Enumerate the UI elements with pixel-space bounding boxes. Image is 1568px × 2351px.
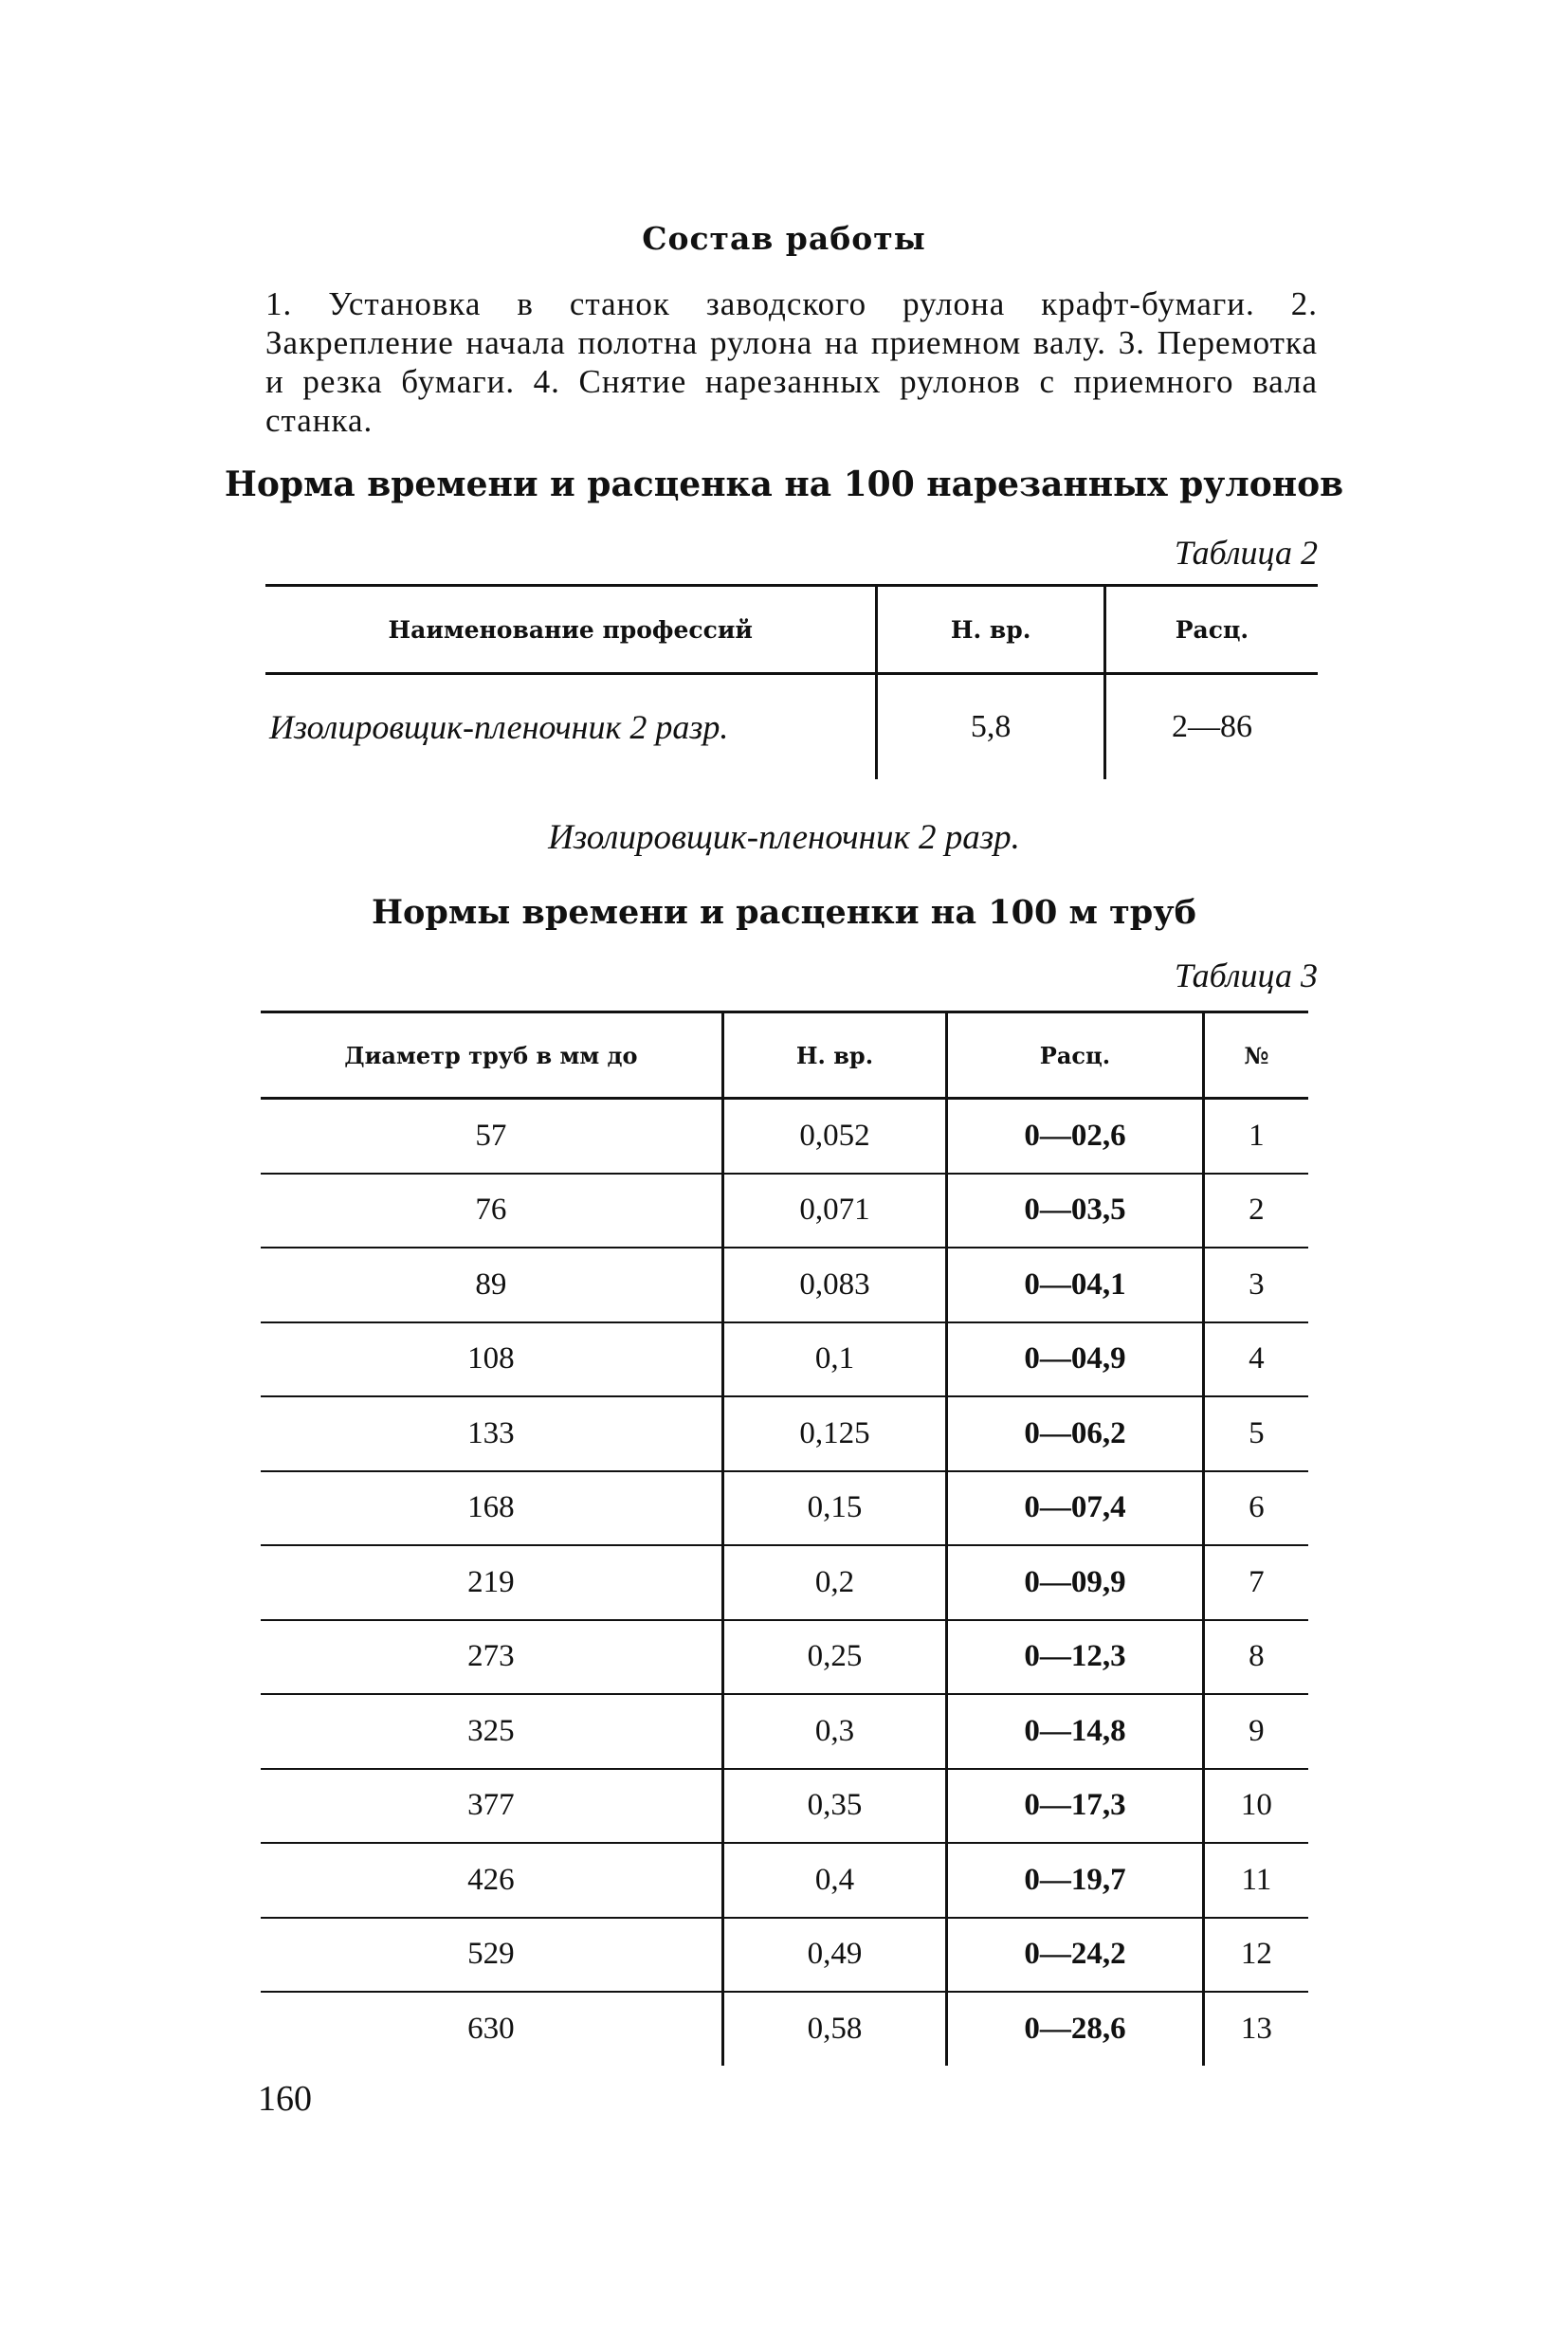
table3-cell-norm-time: 0,25 bbox=[722, 1620, 946, 1695]
table2-row bbox=[265, 674, 1318, 780]
table3-cell-rate: 0—28,6 bbox=[947, 1992, 1204, 2066]
table-row bbox=[261, 1099, 1308, 1174]
table3-cell-number: 6 bbox=[1203, 1471, 1308, 1546]
table3-cell-diameter: 273 bbox=[261, 1620, 722, 1695]
table-row bbox=[261, 1248, 1308, 1322]
table3-cell-rate: 0—09,9 bbox=[947, 1545, 1204, 1620]
table-row bbox=[261, 1918, 1308, 1993]
table3-cell-diameter: 630 bbox=[467, 2011, 515, 2046]
table3-cell-number: 13 bbox=[1203, 1992, 1308, 2066]
table3-cell-norm-time: 0,1 bbox=[722, 1322, 946, 1397]
table3-cell-diameter: 57 bbox=[261, 1099, 722, 1174]
table3-cell-rate: 0—17,3 bbox=[947, 1769, 1204, 1844]
table3-cell-norm-time: 0,15 bbox=[722, 1471, 946, 1546]
table3-cell-norm-time: 0,083 bbox=[722, 1248, 946, 1322]
table3-cell-rate: 0—19,7 bbox=[947, 1843, 1204, 1918]
table3-cell-number: 1 bbox=[1203, 1099, 1308, 1174]
table3-heading: Нормы времени и расценки на 100 м труб bbox=[371, 893, 1197, 932]
table3-cell-norm-time: 0,35 bbox=[722, 1769, 946, 1844]
table2 bbox=[265, 584, 1318, 779]
table3 bbox=[261, 1011, 1308, 2066]
table3-cell-norm-time: 0,4 bbox=[722, 1843, 946, 1918]
table-row bbox=[261, 1843, 1308, 1918]
table2-cell-profession: Изолировщик-пленочник 2 разр. bbox=[269, 708, 729, 746]
section-title: Состав работы bbox=[642, 220, 926, 257]
table3-cell-diameter: 108 bbox=[261, 1322, 722, 1397]
work-description: 1. Установка в станок заводского рулона крафт-бумаги. 2. Закрепление начала полотна рулона на приемном валу. 3. Перемотка и резка бумаги. 4. Снятие нарезанных рулонов с приемного вала станка. bbox=[265, 285, 1318, 439]
table-row bbox=[261, 1174, 1308, 1248]
table-row bbox=[261, 1396, 1308, 1471]
table3-header-row bbox=[261, 1012, 1308, 1099]
table3-header-rate: Расц. bbox=[947, 1012, 1204, 1099]
table2-header-rate: Расц. bbox=[1104, 586, 1318, 674]
table2-header-norm-time: Н. вр. bbox=[877, 586, 1104, 674]
table3-header-number: № bbox=[1203, 1012, 1308, 1099]
table3-cell-number: 12 bbox=[1203, 1918, 1308, 1993]
table3-cell-number: 11 bbox=[1203, 1843, 1308, 1918]
table3-cell-norm-time: 0,49 bbox=[722, 1918, 946, 1993]
table3-cell-diameter: 168 bbox=[261, 1471, 722, 1546]
table3-subheading: Изолировщик-пленочник 2 разр. bbox=[548, 818, 1020, 857]
table3-cell-number: 10 bbox=[1203, 1769, 1308, 1844]
table2-header-profession: Наименование профессий bbox=[265, 586, 877, 674]
table-row bbox=[261, 1471, 1308, 1546]
table3-cell-norm-time: 0,3 bbox=[722, 1694, 946, 1769]
table3-cell-diameter: 219 bbox=[261, 1545, 722, 1620]
table3-caption: Таблица 3 bbox=[1174, 957, 1318, 994]
table3-cell-number: 3 bbox=[1203, 1248, 1308, 1322]
table3-cell-number: 4 bbox=[1203, 1322, 1308, 1397]
table3-cell-number: 8 bbox=[1203, 1620, 1308, 1695]
table2-cell-norm-time: 5,8 bbox=[877, 674, 1104, 780]
table3-cell-norm-time: 0,58 bbox=[722, 1992, 946, 2066]
table-row bbox=[261, 1322, 1308, 1397]
table3-cell-number: 9 bbox=[1203, 1694, 1308, 1769]
table3-cell-diameter: 325 bbox=[261, 1694, 722, 1769]
table3-cell-rate: 0—06,2 bbox=[947, 1396, 1204, 1471]
table3-header-diameter: Диаметр труб в мм до bbox=[261, 1012, 722, 1099]
table3-body bbox=[261, 1099, 1308, 2066]
table3-cell-diameter: 76 bbox=[261, 1174, 722, 1248]
table3-cell-norm-time: 0,125 bbox=[722, 1396, 946, 1471]
table-row bbox=[261, 1992, 1308, 2066]
table2-heading: Норма времени и расценка на 100 нарезанных рулонов bbox=[224, 465, 1344, 504]
table3-cell-rate: 0—12,3 bbox=[947, 1620, 1204, 1695]
table3-cell-rate: 0—04,1 bbox=[947, 1248, 1204, 1322]
table3-cell-norm-time: 0,071 bbox=[722, 1174, 946, 1248]
table3-cell-norm-time: 0,2 bbox=[722, 1545, 946, 1620]
table3-cell-diameter: 529 bbox=[261, 1918, 722, 1993]
table-row bbox=[261, 1769, 1308, 1844]
table3-cell-rate: 0—03,5 bbox=[947, 1174, 1204, 1248]
table3-cell-rate: 0—07,4 bbox=[947, 1471, 1204, 1546]
table-row bbox=[261, 1694, 1308, 1769]
page-number: 160 bbox=[258, 2079, 312, 2119]
table3-cell-norm-time: 0,052 bbox=[722, 1099, 946, 1174]
table3-cell-diameter: 133 bbox=[261, 1396, 722, 1471]
table3-cell-number: 7 bbox=[1203, 1545, 1308, 1620]
table2-cell-rate: 2—86 bbox=[1104, 674, 1318, 780]
table2-caption: Таблица 2 bbox=[1174, 534, 1318, 572]
table3-cell-rate: 0—14,8 bbox=[947, 1694, 1204, 1769]
table3-cell-number: 2 bbox=[1203, 1174, 1308, 1248]
table3-header-norm-time: Н. вр. bbox=[722, 1012, 946, 1099]
table2-header-row bbox=[265, 586, 1318, 674]
table3-cell-rate: 0—24,2 bbox=[947, 1918, 1204, 1993]
table3-cell-diameter: 377 bbox=[261, 1769, 722, 1844]
table-row bbox=[261, 1545, 1308, 1620]
table3-cell-number: 5 bbox=[1203, 1396, 1308, 1471]
table3-cell-rate: 0—02,6 bbox=[947, 1099, 1204, 1174]
table3-cell-diameter: 426 bbox=[261, 1843, 722, 1918]
table3-cell-diameter: 89 bbox=[261, 1248, 722, 1322]
table-row bbox=[261, 1620, 1308, 1695]
table3-cell-rate: 0—04,9 bbox=[947, 1322, 1204, 1397]
